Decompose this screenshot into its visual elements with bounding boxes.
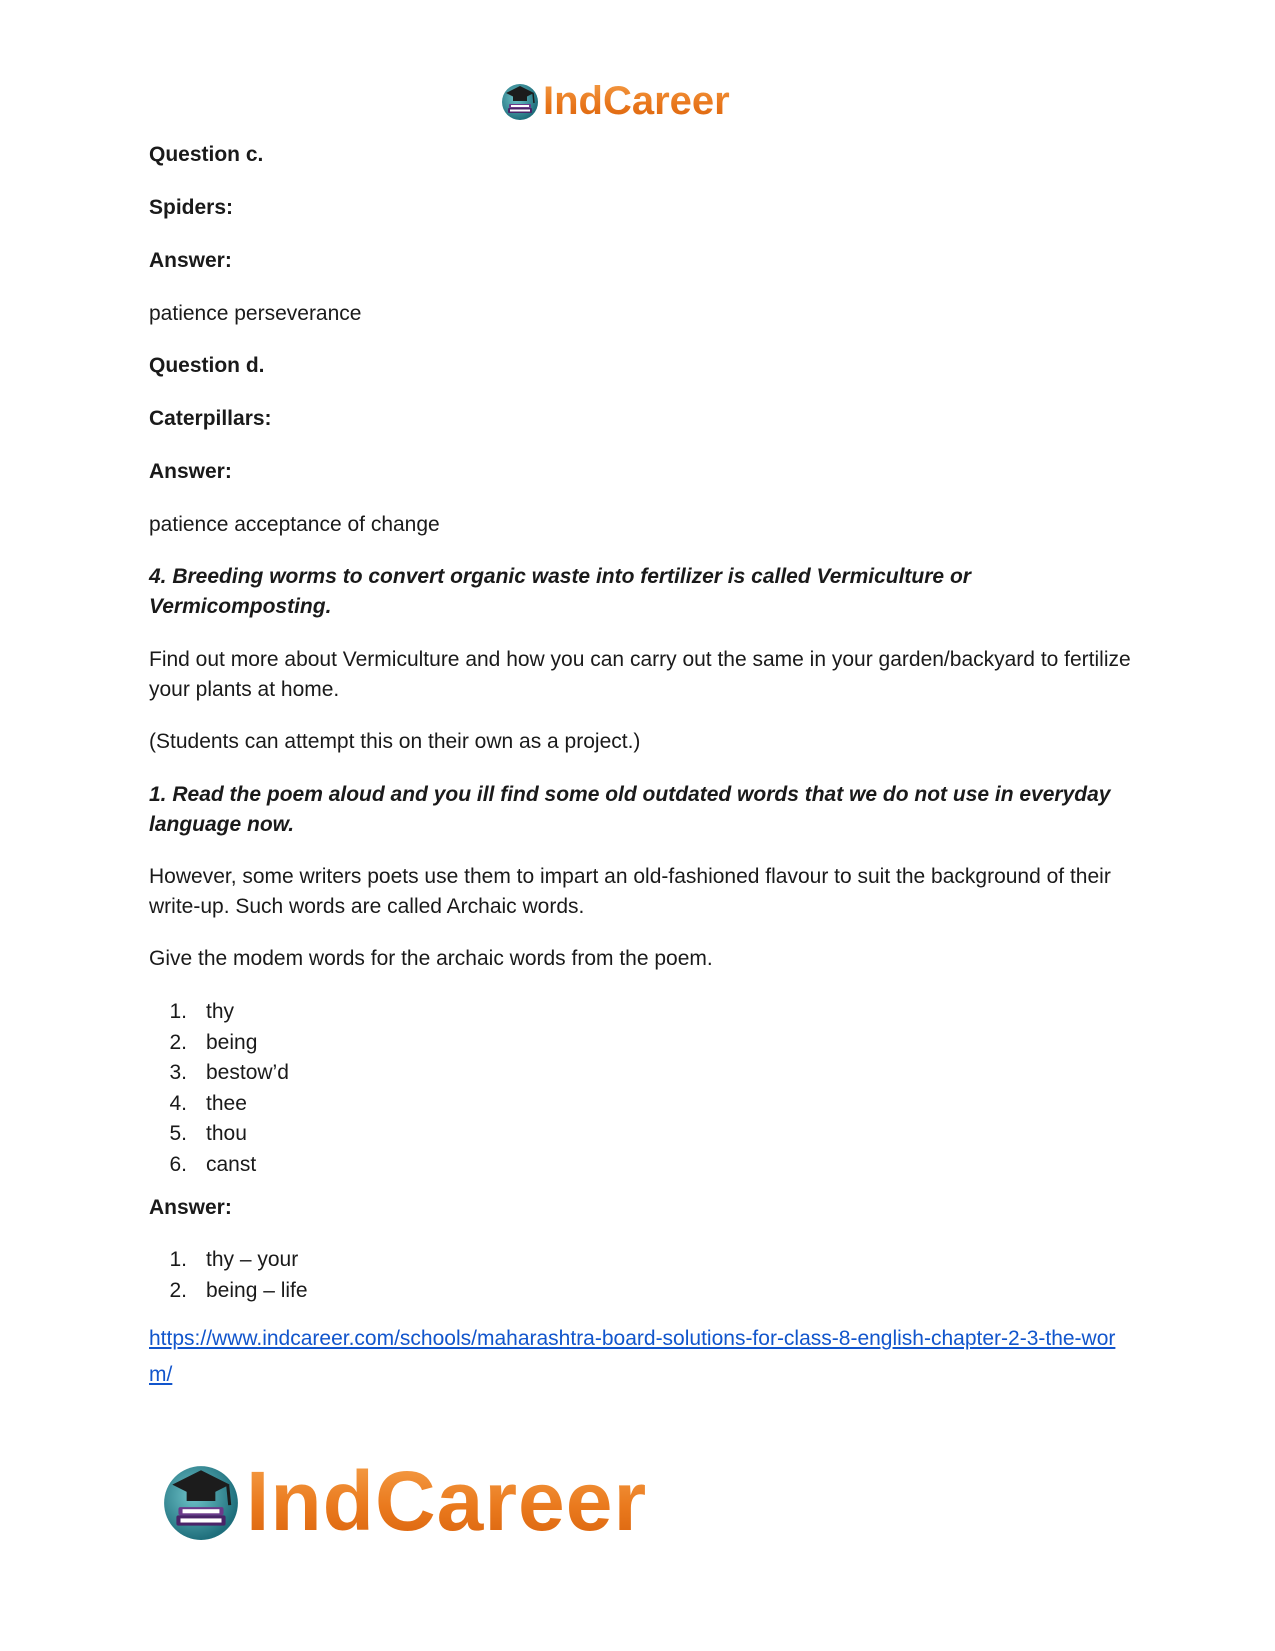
answer-list	[149, 1245, 308, 1306]
question-4-heading: 4. Breeding worms to convert organic waste into fertilizer is called Vermiculture or Vermicomposting.	[149, 565, 971, 618]
caterpillars-label: Caterpillars:	[149, 407, 272, 430]
question-1-text: However, some writers poets use them to impart an old-fashioned flavour to suit the background of their write-up. Such words are called Archaic words.	[149, 865, 1111, 918]
answer-text: patience perseverance	[149, 302, 362, 325]
footer-logo	[160, 1455, 647, 1547]
question-4-note: (Students can attempt this on their own as a project.)	[149, 730, 641, 753]
list-item: 4. thee	[169, 1091, 247, 1115]
list-item: 6. canst	[169, 1152, 257, 1176]
answer-label: Answer:	[149, 249, 232, 272]
spiders-label: Spiders:	[149, 196, 234, 219]
archaic-word-list	[149, 997, 289, 1180]
question-4-text: Find out more about Vermiculture and how you can carry out the same in your garden/backyard to fertilize your plants at home.	[149, 648, 1131, 701]
list-item: 1. thy – your	[169, 1248, 299, 1271]
answer-text: patience acceptance of change	[149, 513, 440, 536]
list-item: 2. being	[169, 1030, 258, 1054]
list-item: 3. bestow’d	[169, 1061, 289, 1084]
question-c-heading: Question c.	[149, 143, 264, 166]
graduation-cap-book-globe-icon	[500, 81, 540, 121]
answer-label: Answer:	[149, 1196, 232, 1219]
graduation-cap-book-globe-icon	[160, 1460, 242, 1542]
brand-name: IndCareer	[246, 1454, 648, 1548]
list-item: 2. being – life	[169, 1278, 308, 1302]
header-logo	[500, 78, 730, 124]
list-item: 5. thou	[169, 1122, 247, 1145]
list-item: 1. thy	[169, 1000, 235, 1023]
brand-name: IndCareer	[543, 79, 730, 123]
question-d-heading: Question d.	[149, 354, 265, 377]
question-1-heading: 1. Read the poem aloud and you ill find some old outdated words that we do not use in everyday language now.	[149, 783, 1111, 836]
answer-label: Answer:	[149, 460, 232, 483]
source-link[interactable]: https://www.indcareer.com/schools/maharashtra-board-solutions-for-class-8-english-chapter-2-3-the-worm/	[149, 1327, 1116, 1386]
question-1-instruction: Give the modem words for the archaic words from the poem.	[149, 947, 713, 970]
